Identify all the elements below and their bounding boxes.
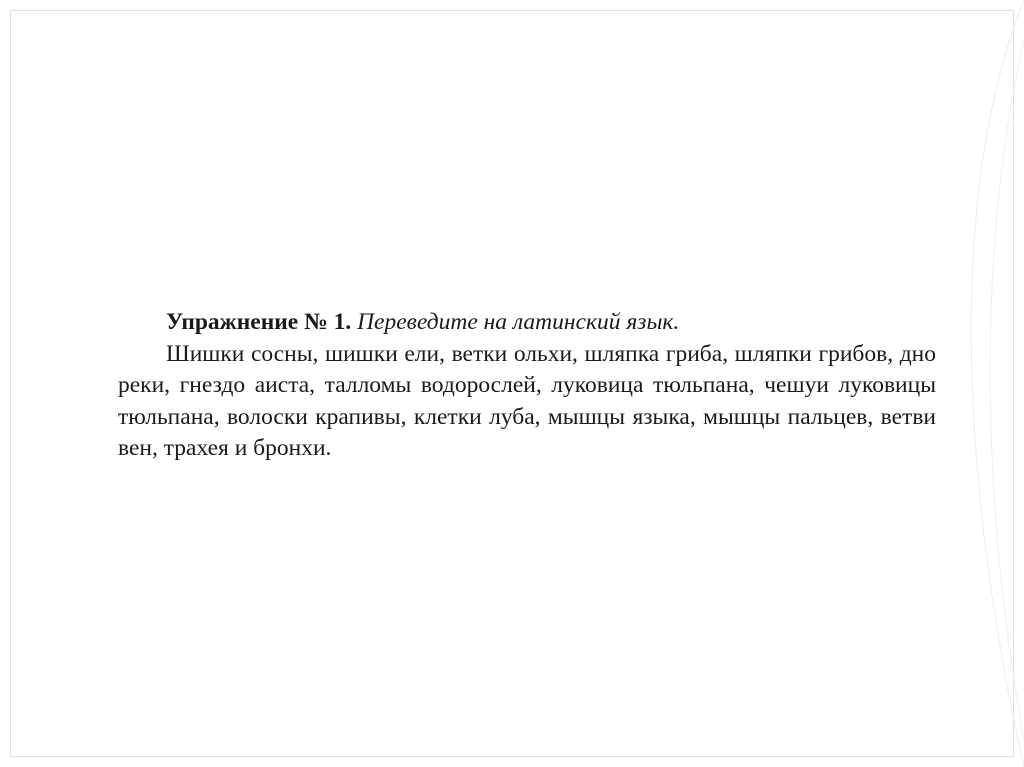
exercise-text: Шишки сосны, шишки ели, ветки ольхи, шляпка гриба, шляпки грибов, дно реки, гнездо аиста, талломы водорослей, луковица тюльпана, чешуи луковицы тюльпана, волоски крапивы, клетки луба, мышцы языка, мышцы пальцев, ветви вен, трахея и бронхи. — [118, 340, 936, 461]
exercise-label: Упражнение № 1. — [166, 309, 352, 335]
exercise-block — [118, 307, 936, 465]
exercise-heading — [118, 307, 936, 339]
exercise-instruction: Переведите на латинский язык. — [357, 309, 680, 335]
